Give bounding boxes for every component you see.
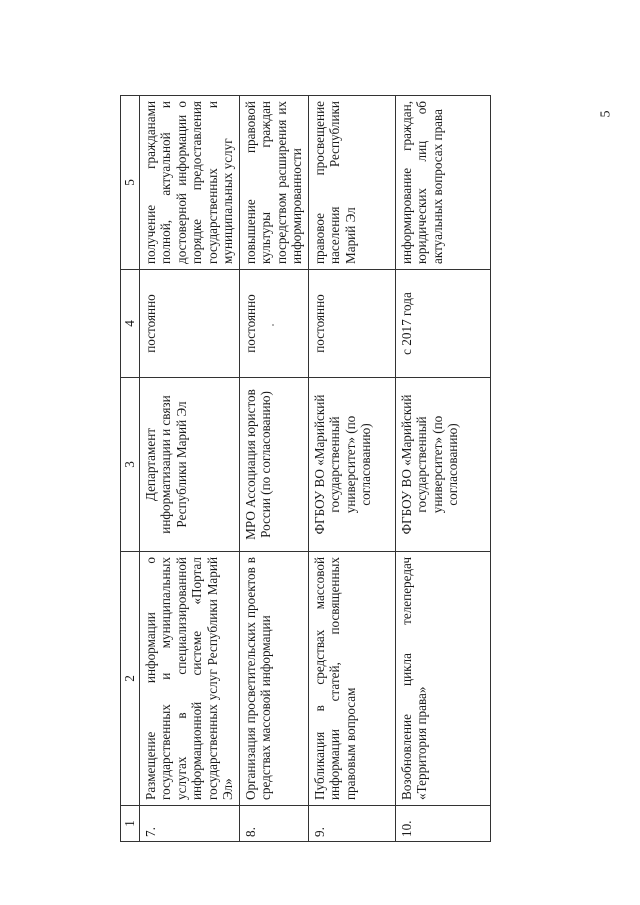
header-col-4: 4: [121, 270, 140, 378]
executor-cell: ФГБОУ ВО «Марийский государственный университет» (по согласованию): [395, 378, 490, 552]
row-number: 7.: [139, 806, 239, 842]
activity-cell: Публикация в средствах массовой информации статей, посвященных правовым вопросам: [308, 552, 395, 806]
activity-cell: Организация просветительских проектов в средствах массовой информации: [239, 552, 308, 806]
table-row: [308, 96, 395, 842]
term-cell: постоянно: [139, 270, 239, 378]
plan-table: [120, 95, 491, 842]
executor-cell: ФГБОУ ВО «Марийский государственный университет» (по согласованию): [308, 378, 395, 552]
row-number: 10.: [395, 806, 490, 842]
executor-cell: МРО Ассоциация юристов России (по согласованию): [239, 378, 308, 552]
result-cell: правовое просвещение населения Республики Марий Эл: [308, 96, 395, 270]
scan-speck: [272, 324, 274, 326]
header-col-5: 5: [121, 96, 140, 270]
table-row: [395, 96, 490, 842]
table-row: [139, 96, 239, 842]
row-number: 9.: [308, 806, 395, 842]
activity-cell: Возобновление цикла телепередач «Территория права»: [395, 552, 490, 806]
term-cell: постоянно: [239, 270, 308, 378]
activity-cell: Размещение информации о государственных и муниципальных услугах в специализированной информационной системе «Портал государственных услуг Республики Марий Эл»: [139, 552, 239, 806]
header-col-1: 1: [121, 806, 140, 842]
row-number: 8.: [239, 806, 308, 842]
executor-cell: Департамент информатизации и связи Республики Марий Эл: [139, 378, 239, 552]
header-col-3: 3: [121, 378, 140, 552]
table-row: [239, 96, 308, 842]
term-cell: постоянно: [308, 270, 395, 378]
page-number: 5: [598, 110, 614, 118]
header-col-2: 2: [121, 552, 140, 806]
rotated-page-content: [120, 96, 524, 842]
result-cell: повышение правовой культуры граждан посредством расширения их информированности: [239, 96, 308, 270]
term-cell: с 2017 года: [395, 270, 490, 378]
result-cell: информирование граждан, юридических лиц об актуальных вопросах права: [395, 96, 490, 270]
table-header-row: [121, 96, 140, 842]
result-cell: получение гражданами полной, актуальной и достоверной информации о порядке предоставления государственных и муниципальных услуг: [139, 96, 239, 270]
